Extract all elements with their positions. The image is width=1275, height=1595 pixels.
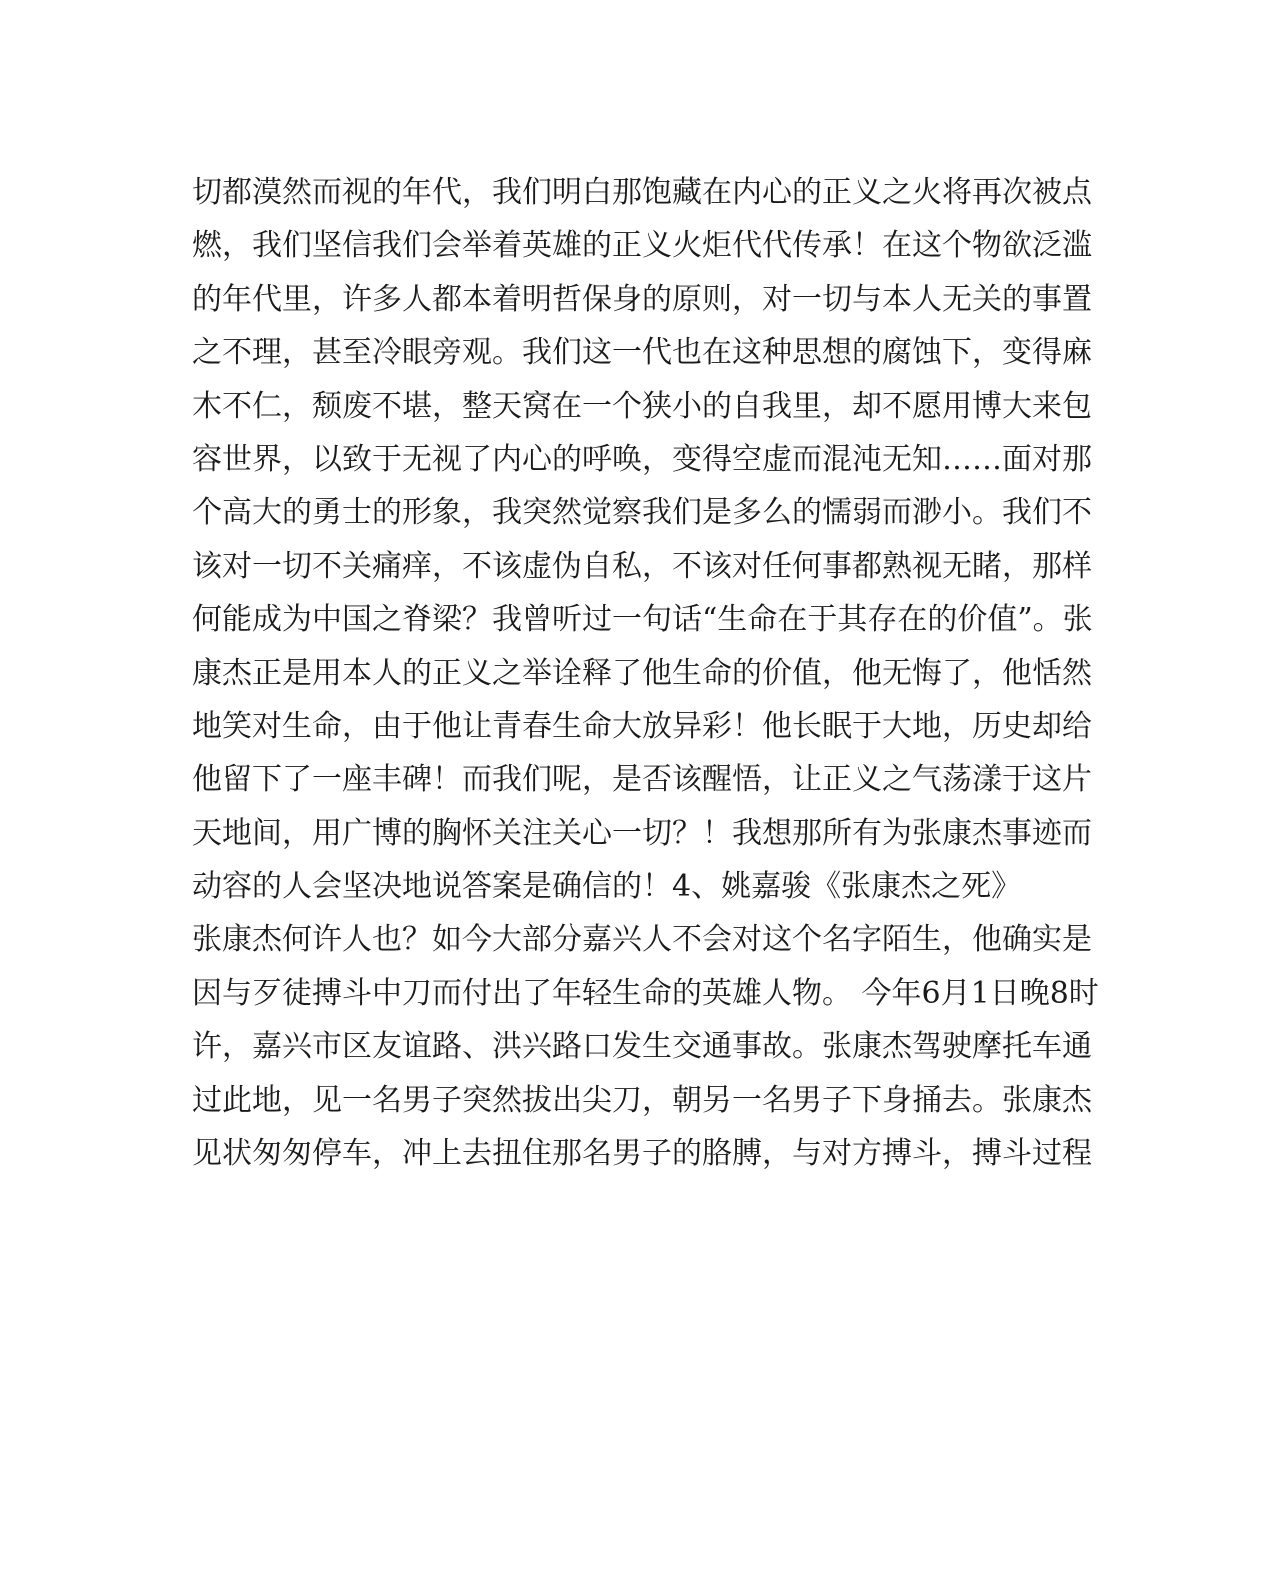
text-line: 地笑对生命，由于他让青春生命大放异彩！他长眠于大地，历史却给: [192, 708, 1092, 744]
text-line: 之不理，甚至冷眼旁观。我们这一代也在这种思想的腐蚀下，变得麻: [192, 335, 1092, 371]
text-line: 康杰正是用本人的正义之举诠释了他生命的价值，他无悔了，他恬然: [192, 655, 1092, 691]
text-line: 个高大的勇士的形象，我突然觉察我们是多么的懦弱而渺小。我们不: [192, 495, 1092, 531]
text-line: 他留下了一座丰碑！而我们呢，是否该醒悟，让正义之气荡漾于这片: [192, 762, 1092, 798]
text-line: 张康杰何许人也？如今大部分嘉兴人不会对这个名字陌生，他确实是: [192, 922, 1092, 958]
body-text: [192, 166, 1099, 1180]
text-line: 容世界，以致于无视了内心的呼唤，变得空虚而混沌无知……面对那: [192, 441, 1092, 477]
text-line: 见状匆匆停车，冲上去扭住那名男子的胳膊，与对方搏斗，搏斗过程: [192, 1136, 1092, 1172]
text-line: 因与歹徒搏斗中刀而付出了年轻生命的英雄人物。 今年6月1日晚8时: [192, 975, 1099, 1011]
text-line: 该对一切不关痛痒，不该虚伪自私，不该对任何事都熟视无睹，那样: [192, 548, 1092, 584]
text-line: 许，嘉兴市区友谊路、洪兴路口发生交通事故。张康杰驾驶摩托车通: [192, 1029, 1092, 1065]
text-line: 的年代里，许多人都本着明哲保身的原则，对一切与本人无关的事置: [192, 281, 1092, 317]
text-line: 动容的人会坚决地说答案是确信的！4、姚嘉骏《张康杰之死》: [192, 869, 1022, 905]
text-line: 燃，我们坚信我们会举着英雄的正义火炬代代传承！在这个物欲泛滥: [192, 228, 1092, 264]
text-line: 切都漠然而视的年代，我们明白那饱藏在内心的正义之火将再次被点: [192, 175, 1092, 210]
text-line: 何能成为中国之脊梁？我曾听过一句话“生命在于其存在的价值”。张: [192, 602, 1093, 638]
text-line: 木不仁，颓废不堪，整天窝在一个狭小的自我里，却不愿用博大来包: [192, 388, 1092, 424]
text-line: 天地间，用广博的胸怀关注关心一切？！我想那所有为张康杰事迹而: [192, 815, 1092, 851]
text-line: 过此地，见一名男子突然拔出尖刀，朝另一名男子下身捅去。张康杰: [192, 1082, 1092, 1118]
